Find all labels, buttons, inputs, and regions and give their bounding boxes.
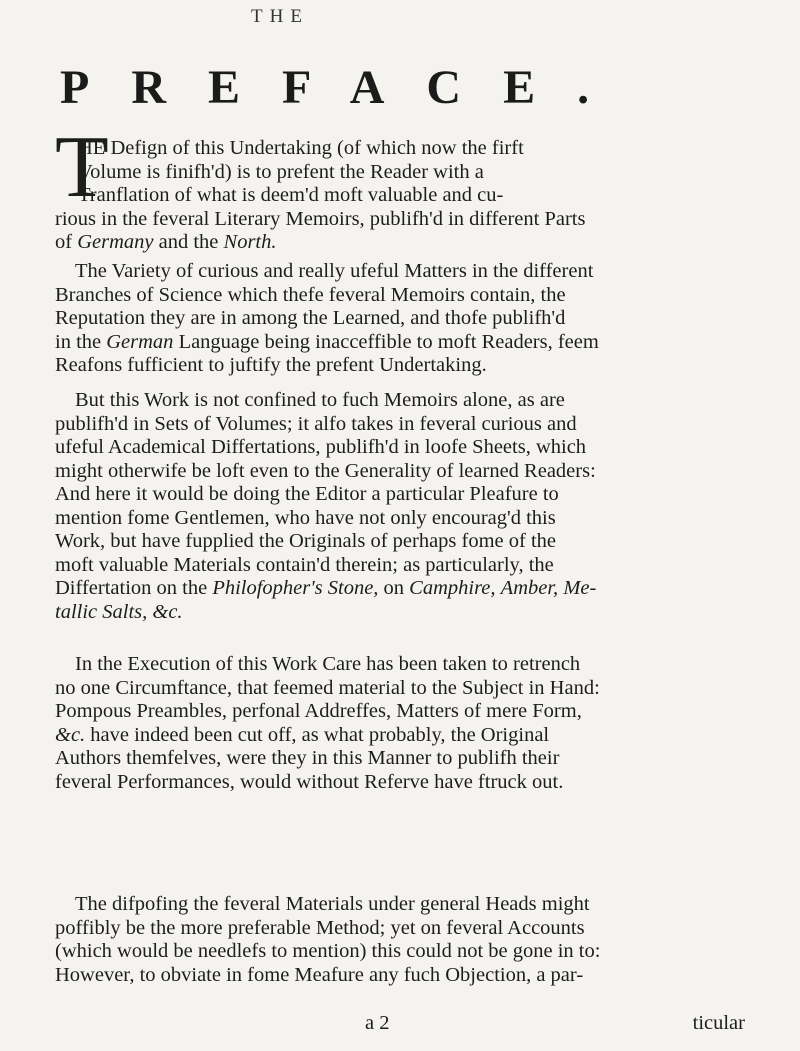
- paragraph-3: [55, 389, 785, 624]
- paragraph-line: rious in the feveral Literary Memoirs, publifh'd in different Parts: [55, 207, 586, 230]
- drop-cap: T: [55, 119, 109, 216]
- signature-mark: a 2: [365, 1012, 390, 1034]
- paragraph-line: Differtation on the Philofopher's Stone, on Camphire, Amber, Me-: [55, 577, 597, 599]
- paragraph-line: Authors themfelves, were they in this Manner to publifh their: [55, 747, 560, 769]
- page-title: PREFACE.: [60, 61, 632, 114]
- paragraph-line: Reafons fufficient to juftify the prefent Undertaking.: [55, 354, 487, 376]
- paragraph-line: The difpofing the feveral Materials under general Heads might: [75, 893, 590, 915]
- paragraph-line: &c. have indeed been cut off, as what probably, the Original: [55, 723, 550, 746]
- paragraph-line: Volume is finifh'd) is to prefent the Reader with a: [78, 160, 484, 183]
- paragraph-line: feveral Performances, would without Referve have ftruck out.: [55, 770, 564, 793]
- paragraph-line: But this Work is not confined to fuch Memoirs alone, as are: [75, 389, 565, 411]
- catchword: ticular: [692, 1012, 745, 1034]
- paragraph-line: (which would be needlefs to mention) this could not be gone in to:: [55, 940, 601, 962]
- paragraph-line: of Germany and the North.: [55, 231, 277, 253]
- paragraph-line: And here it would be doing the Editor a particular Pleafure to: [55, 483, 559, 505]
- paragraph-line: However, to obviate in fome Meafure any fuch Objection, a par-: [55, 963, 584, 986]
- page-kicker: THE: [251, 6, 309, 27]
- paragraph-line: ufeful Academical Differtations, publifh'd in loofe Sheets, which: [55, 436, 587, 458]
- paragraph-line: poffibly be the more preferable Method; yet on feveral Accounts: [55, 916, 585, 939]
- paragraph-line: Branches of Science which thefe feveral Memoirs contain, the: [55, 283, 566, 306]
- paragraph-line: tallic Salts, &c.: [55, 600, 183, 623]
- paragraph-line: The Variety of curious and really ufeful Matters in the different: [75, 260, 594, 282]
- paragraph-line: publifh'd in Sets of Volumes; it alfo takes in feveral curious and: [55, 412, 577, 435]
- paragraph-line: no one Circumftance, that feemed material to the Subject in Hand:: [55, 676, 600, 699]
- paragraph-5: [55, 893, 785, 987]
- paragraph-line: in the German Language being inacceffible to moft Readers, feem: [55, 330, 599, 353]
- paragraph-line: Tranflation of what is deem'd moft valuable and cu-: [78, 184, 504, 206]
- paragraph-line: HE Defign of this Undertaking (of which now the firft: [78, 137, 524, 159]
- paragraph-line: Work, but have fupplied the Originals of perhaps fome of the: [55, 530, 557, 552]
- paragraph-4: [55, 653, 785, 794]
- paragraph-line: moft valuable Materials contain'd therein; as particularly, the: [55, 553, 554, 576]
- paragraph-line: might otherwife be loft even to the Generality of learned Readers:: [55, 459, 596, 482]
- paragraph-1: [55, 137, 793, 255]
- paragraph-line: mention fome Gentlemen, who have not only encourag'd this: [55, 506, 556, 529]
- paragraph-2: [55, 260, 785, 378]
- paragraph-line: In the Execution of this Work Care has been taken to retrench: [75, 653, 581, 675]
- paragraph-line: Pompous Preambles, perfonal Addreffes, Matters of mere Form,: [55, 700, 582, 722]
- paragraph-line: Reputation they are in among the Learned, and thofe publifh'd: [55, 307, 566, 329]
